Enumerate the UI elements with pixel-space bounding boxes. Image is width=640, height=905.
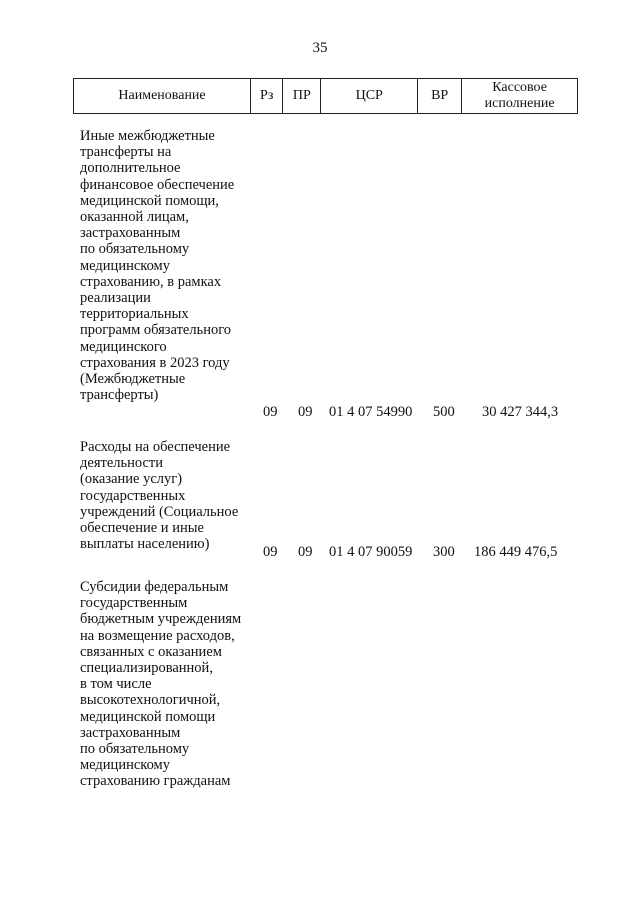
table-header [73,78,578,114]
header-pr: ПР [283,79,321,114]
table-row [0,579,640,799]
row-amount: 30 427 344,3 [482,404,559,420]
table-row [0,128,640,418]
page-number: 35 [312,40,328,56]
table-row [0,439,640,559]
row-pr: 09 [298,544,313,560]
header-csr: ЦСР [321,79,418,114]
row-vr: 300 [433,544,455,560]
row-csr: 01 4 07 54990 [329,404,413,420]
row-rz: 09 [263,404,278,420]
row-vr: 500 [433,404,455,420]
row-description: Расходы на обеспечение деятельности (оказание услуг) государственных учреждений (Социальное обеспечение и иные выплаты населению) [80,439,239,553]
row-description: Иные межбюджетные трансферты на дополнительное финансовое обеспечение медицинской помощи, оказанной лицам, застрахованным по обязательному медицинскому страхованию, в рамках реализации территориальных программ обязательного медицинского страхования в 2023 году (Межбюджетные трансферты) [80,128,235,404]
header-name: Наименование [74,79,251,114]
row-description: Субсидии федеральным государственным бюджетным учреждениям на возмещение расходов, связанных с оказанием специализированной, в том числе высокотехнологичной, медицинской помощи застрахованным по обязательному медицинскому страхованию гражданам [80,579,242,790]
row-amount: 186 449 476,5 [474,544,558,560]
row-pr: 09 [298,404,313,420]
row-rz: 09 [263,544,278,560]
header-vr: ВР [418,79,462,114]
header-rz: Рз [251,79,283,114]
header-kas: Кассовое исполнение [462,79,578,114]
row-csr: 01 4 07 90059 [329,544,413,560]
table-header-row [74,79,578,114]
